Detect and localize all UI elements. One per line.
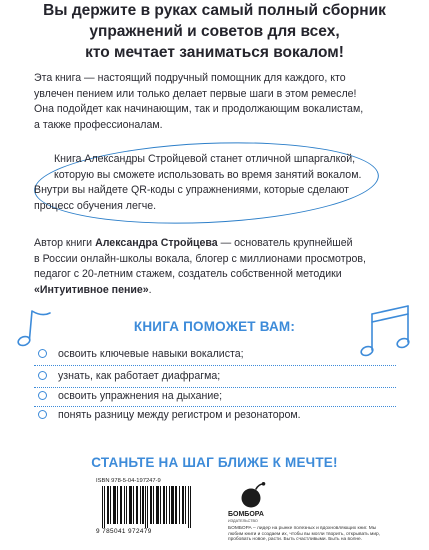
barcode-bars	[102, 486, 192, 528]
intro-line-3: Она подойдет как начинающим, так и продолжающим вокалистам,	[34, 103, 364, 115]
benefit-divider-2	[34, 387, 396, 388]
bullet-1-icon	[38, 349, 47, 358]
headline-line-3: кто мечтает заниматься вокалом!	[85, 44, 344, 61]
highlight-paragraph	[34, 152, 394, 214]
publisher-subtitle: ИЗДАТЕЛЬСТВО	[228, 519, 258, 523]
benefit-item-1: освоить ключевые навыки вокалиста;	[58, 348, 244, 360]
author-line-1	[34, 236, 414, 252]
author-line-3: педагог с 20-летним стажем, создатель собственной методики	[34, 268, 342, 280]
intro-line-1: Эта книга — настоящий подручный помощник для каждого, кто	[34, 72, 346, 84]
author-line-4	[34, 283, 414, 299]
benefit-item-4: понять разницу между регистром и резонатором.	[58, 409, 301, 421]
author-paragraph	[34, 236, 414, 298]
author-method: «Интуитивное пение»	[34, 283, 149, 296]
publisher-description: БОМБОРА – лидер на рынке полезных и вдохновляющих книг. Мы любим книги и создаем их, чтобы вы могли творить, открывать мир, пробовать новое, расти. Быть счастливыми. Быть на волне.	[228, 526, 381, 543]
highlight-line-2: которую вы сможете использовать во время занятий вокалом.	[54, 168, 362, 181]
bullet-4-icon	[38, 410, 47, 419]
benefit-divider-1	[34, 365, 396, 366]
benefit-item-2: узнать, как работает диафрагма;	[58, 370, 221, 382]
intro-line-4: а также профессионалам.	[34, 118, 163, 131]
bullet-2-icon	[38, 371, 47, 380]
highlight-line-1: Книга Александры Стройцевой станет отличной шпаргалкой,	[54, 153, 356, 165]
publisher-name: БОМБОРА	[228, 511, 264, 518]
intro-line-2: увлечен пением или только делает первые шаги в этом ремесле!	[34, 87, 357, 100]
headline-line-2: упражнений и советов для всех,	[89, 23, 340, 40]
barcode	[96, 478, 196, 538]
highlight-line-4: процесс обучения легче.	[34, 199, 157, 212]
barcode-number: 9 785041 972479	[96, 528, 152, 535]
isbn-label: ISBN 978-5-04-197247-9	[96, 478, 161, 484]
benefit-item-3: освоить упражнения на дыхание;	[58, 390, 223, 402]
author-line-2: в России онлайн-школы вокала, блогер с миллионами просмотров,	[34, 252, 366, 265]
author-prefix: Автор книги	[34, 237, 96, 249]
music-note-icon	[8, 303, 68, 353]
slogan: СТАНЬТЕ НА ШАГ БЛИЖЕ К МЕЧТЕ!	[91, 455, 338, 470]
author-method-end: .	[148, 283, 152, 296]
author-line-1-rest: — основатель крупнейшей	[217, 237, 353, 249]
headline	[0, 0, 429, 63]
headline-line-1: Вы держите в руках самый полный сборник	[43, 2, 386, 19]
bomb-logo-icon	[240, 481, 266, 509]
intro-paragraph	[34, 71, 414, 133]
music-notes-icon	[358, 300, 420, 370]
highlight-line-3: Внутри вы найдете QR-коды с упражнениями, которые сделают	[34, 184, 350, 196]
bullet-3-icon	[38, 391, 47, 400]
benefits-title: КНИГА ПОМОЖЕТ ВАМ:	[133, 319, 296, 334]
benefit-divider-3	[34, 406, 396, 407]
author-name: Александра Стройцева	[95, 237, 218, 249]
